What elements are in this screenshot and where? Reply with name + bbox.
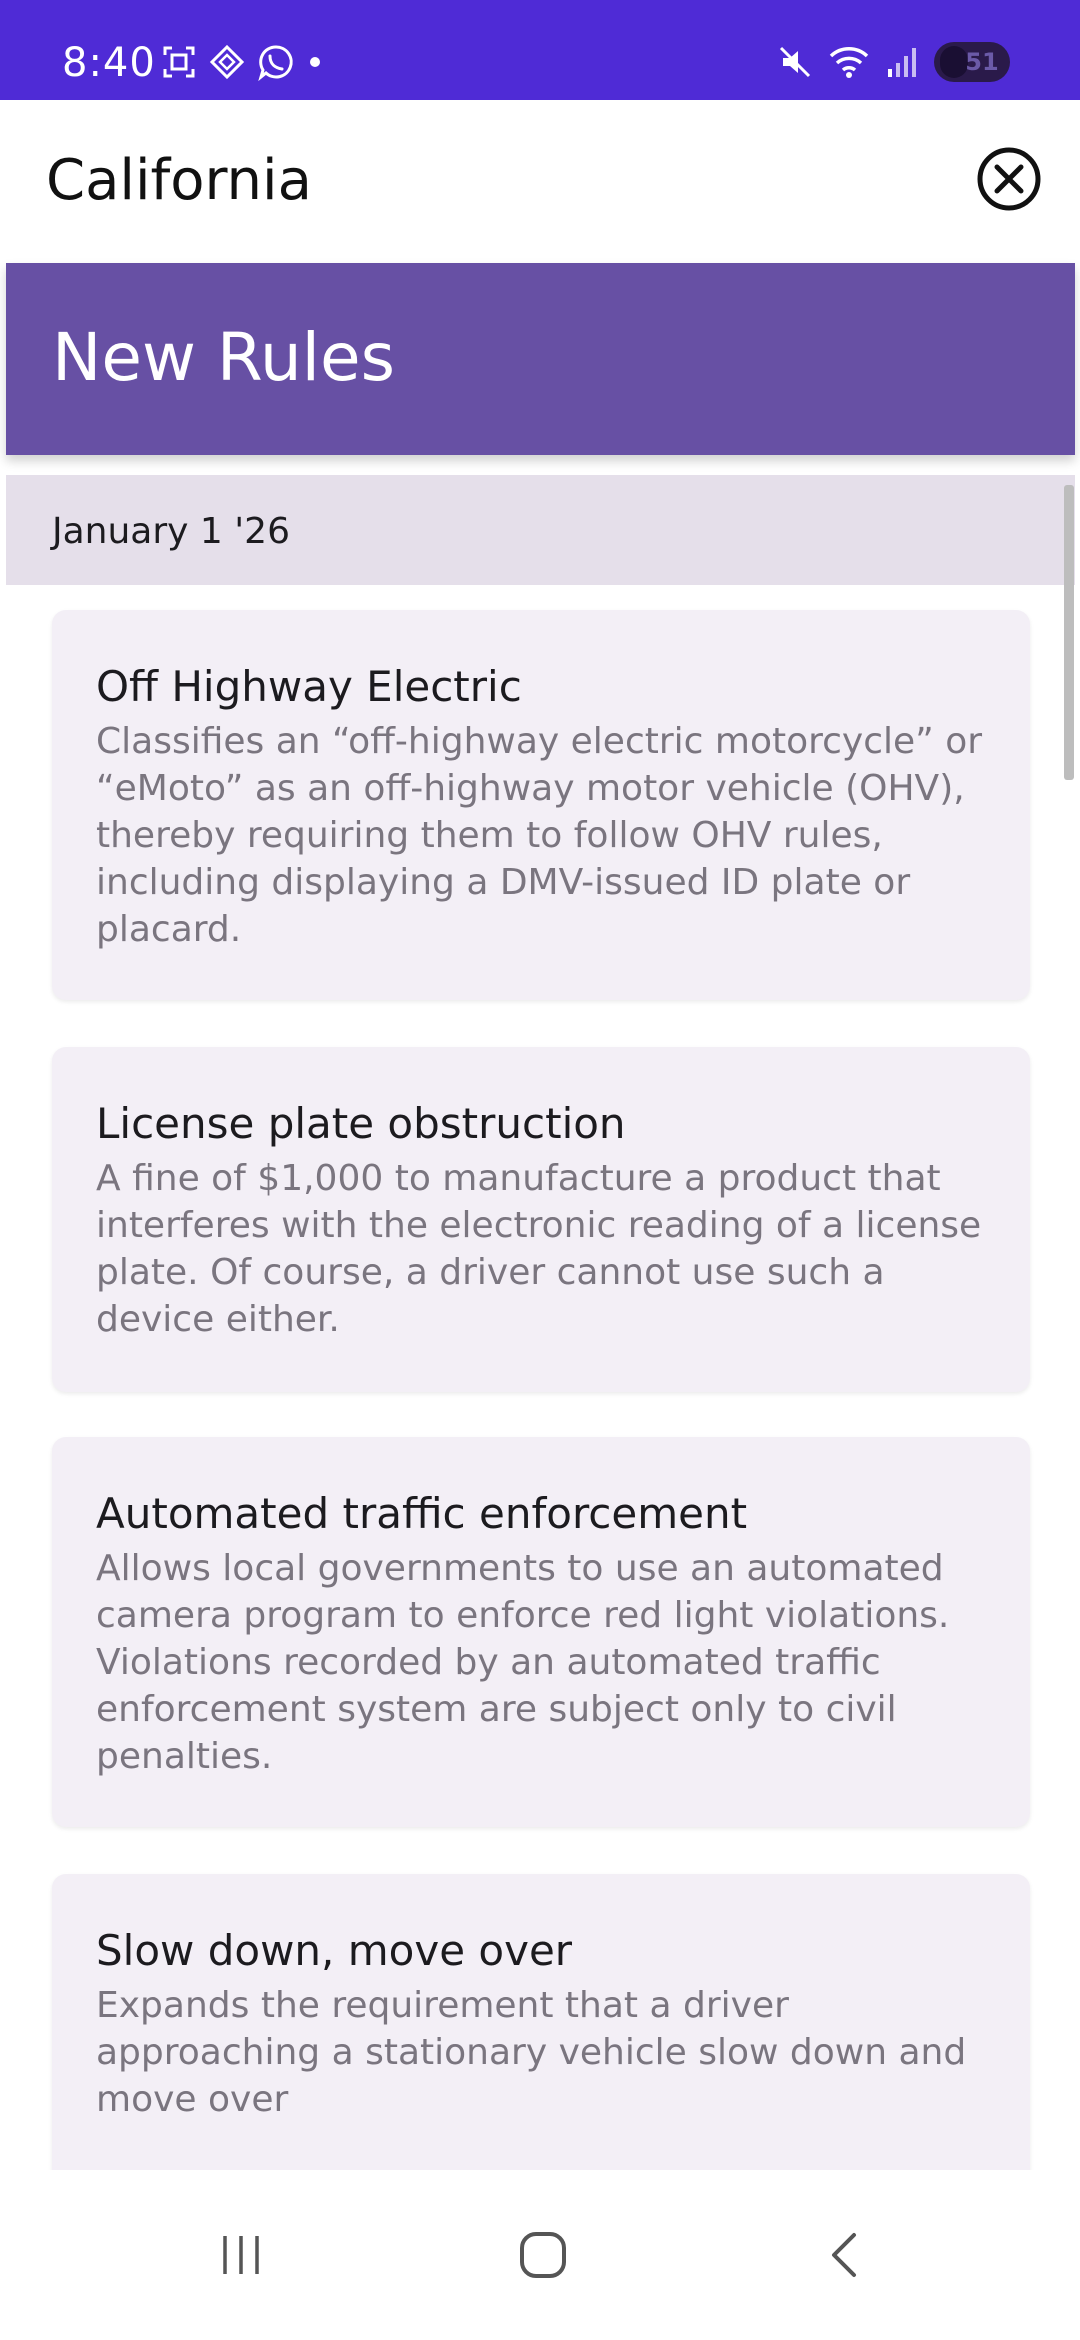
recents-icon bbox=[216, 2230, 266, 2280]
back-button[interactable] bbox=[800, 2210, 890, 2300]
mute-icon bbox=[778, 45, 812, 79]
section-banner bbox=[6, 263, 1075, 455]
rule-title: Off Highway Electric bbox=[96, 662, 522, 711]
wifi-icon bbox=[828, 45, 870, 79]
rule-title: Automated traffic enforcement bbox=[96, 1489, 748, 1538]
rule-description: Classifies an “off-highway electric motorcycle” or “eMoto” as an off-highway motor vehicle (OHV), thereby requiring them to follow OHV rules, including displaying a DMV-issued ID plate or placard. bbox=[96, 721, 983, 950]
battery-icon bbox=[934, 42, 1010, 82]
rule-description: Expands the requirement that a driver approaching a stationary vehicle slow down and move over bbox=[96, 1985, 967, 2120]
rule-description: Allows local governments to use an automated camera program to enforce red light violations. Violations recorded by an automated traffic enforcement system are subject only to civil penalties. bbox=[96, 1548, 950, 1777]
rules-list[interactable] bbox=[0, 585, 1080, 2120]
close-icon[interactable] bbox=[976, 146, 1042, 212]
rule-description: A fine of $1,000 to manufacture a product that interferes with the electronic reading of a license plate. Of course, a driver cannot use such a device either. bbox=[96, 1158, 982, 1340]
status-time: 8:40 bbox=[62, 40, 156, 86]
whatsapp-icon bbox=[258, 44, 294, 80]
signal-icon bbox=[886, 45, 918, 79]
notification-dot-icon bbox=[308, 55, 322, 69]
rule-card[interactable] bbox=[52, 610, 1030, 1000]
status-bar bbox=[0, 0, 1080, 100]
system-nav-bar bbox=[0, 2170, 1080, 2340]
rule-title: License plate obstruction bbox=[96, 1099, 626, 1148]
rule-card[interactable] bbox=[52, 1047, 1030, 1392]
date-label: January 1 '26 bbox=[52, 511, 290, 552]
rule-title: Slow down, move over bbox=[96, 1926, 573, 1975]
recents-button[interactable] bbox=[196, 2210, 286, 2300]
date-header bbox=[6, 475, 1075, 585]
back-icon bbox=[820, 2230, 870, 2280]
rule-card[interactable] bbox=[52, 1437, 1030, 1827]
battery-level: 51 bbox=[965, 48, 999, 76]
status-icons-right bbox=[778, 42, 1010, 82]
home-button[interactable] bbox=[498, 2210, 588, 2300]
focus-icon bbox=[210, 45, 244, 79]
status-icons-left bbox=[162, 44, 322, 80]
page-title: California bbox=[46, 148, 312, 213]
banner-title: New Rules bbox=[52, 319, 395, 396]
app-header bbox=[0, 100, 1080, 260]
screenshot-icon bbox=[162, 45, 196, 79]
home-icon bbox=[517, 2229, 569, 2281]
